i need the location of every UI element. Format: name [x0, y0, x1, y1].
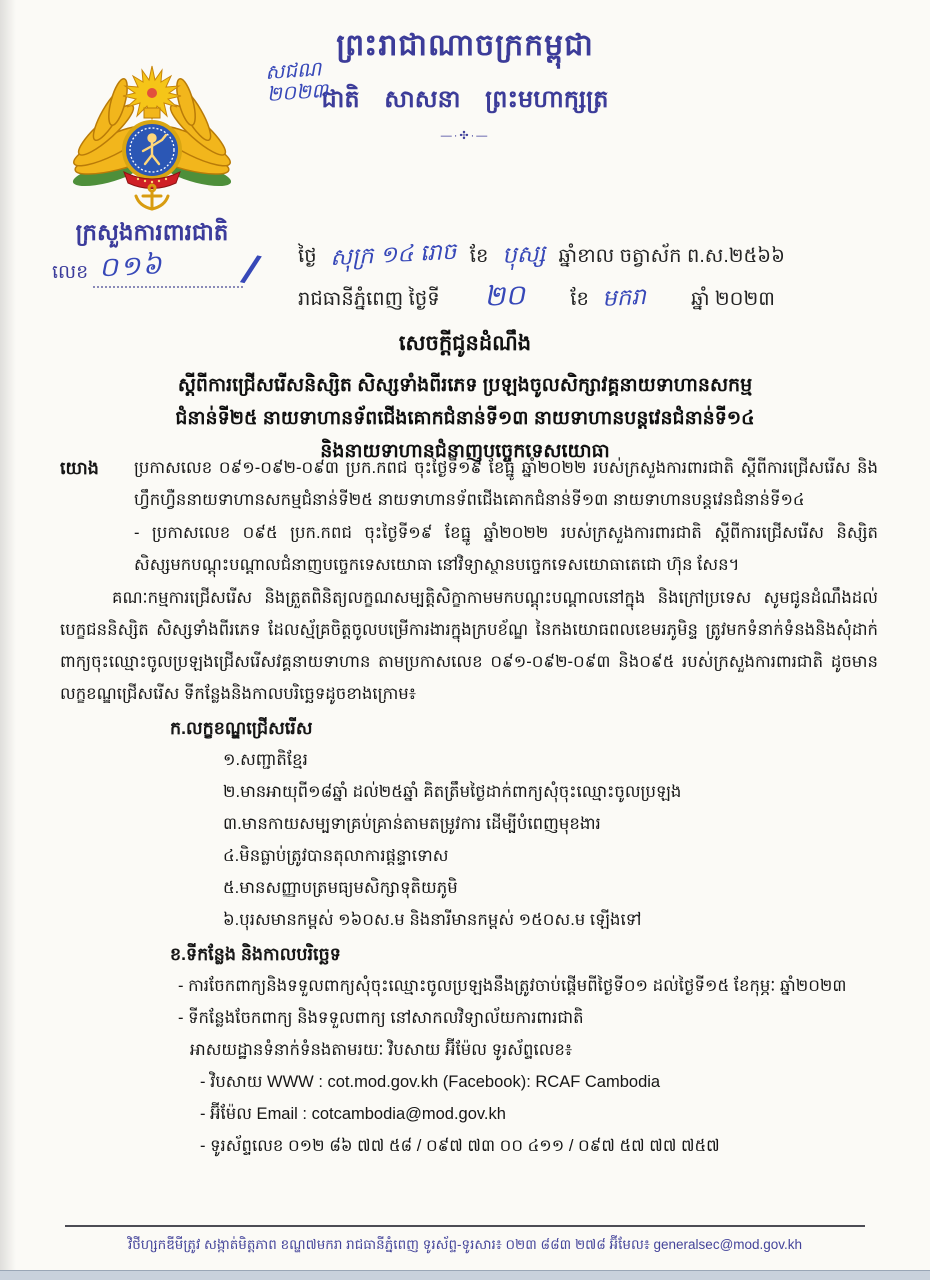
- phone-line: - ទូរស័ព្ទលេខ ០១២ ៨៦ ៧៧ ៥៨ / ០៩៧ ៧៣ ០០ ៤១១ / ០៩៧ ៥៧ ៧៧ ៧៥៧: [200, 1137, 720, 1155]
- handwritten-day: ២០: [483, 278, 527, 313]
- lunar-year-text: ឆ្នាំខាល ចត្វាស័ក ព.ស.២៥៦៦: [558, 245, 785, 267]
- rcaf-emblem-icon: [54, 62, 250, 212]
- civil-year-text: ឆ្នាំ ២០២៣: [690, 288, 775, 310]
- civil-date-line: [298, 276, 883, 319]
- handwritten-month: មករា: [601, 282, 647, 312]
- condition-item-6: ៦.បុរសមានកម្ពស់ ១៦០ស.ម និងនារីមានកម្ពស់ ១៥០ស.ម ឡើងទៅ: [223, 911, 642, 929]
- reference-item-2: - ប្រកាសលេខ ០៩៥ ប្រក.កពជ ចុះថ្ងៃទី១៩ ខែធ្នូ ឆ្នាំ២០២២ របស់ក្រសួងការពារជាតិ ស្តីពីការជ្រើសរើស និស្សិត សិស្សមកបណ្តុះបណ្តាលជំនាញបច្ចេកទេសយោធា នៅវិទ្យាស្ថានបច្ចេកទេសយោធាតេជោ ហ៊ុន សែន។: [134, 524, 878, 574]
- contact-intro: អាសយដ្ឋានទំនាក់ទំនងតាមរយៈ វិបសាយ អ៊ីម៉ែល ទូរស័ព្ទលេខ៖: [190, 1041, 573, 1059]
- document-body: [60, 452, 878, 1162]
- reference-label: យោង: [60, 458, 99, 478]
- schedule-bullet-1: - ការចែកពាក្យនិងទទួលពាក្យសុំចុះឈ្មោះចូលប្រឡងនឹងត្រូវចាប់ផ្តើមពីថ្ងៃទី០១ ដល់ថ្ងៃទី១៥ ខែកុម្ភៈ ឆ្នាំ២០២៣: [178, 977, 847, 995]
- month-label: ខែ: [469, 245, 489, 267]
- number-slash: /: [239, 247, 261, 293]
- lunar-date-line: [298, 234, 883, 276]
- ministry-name: ក្រសួងការពារជាតិ: [75, 219, 229, 245]
- condition-item-2: ២.មានអាយុពី១៨ឆ្នាំ ដល់២៥ឆ្នាំ គិតត្រឹមថ្ងៃដាក់ពាក្យសុំចុះឈ្មោះចូលប្រឡង: [223, 783, 682, 801]
- announcement-title: [0, 330, 930, 468]
- section-a-heading: ក.លក្ខខណ្ឌជ្រើសរើស: [170, 718, 313, 738]
- title-line3: ជំនាន់ទី២៥ នាយទាហានទ័ពជើងគោកជំនាន់ទី១៣ នាយទាហានបន្តវេនជំនាន់ទី១៤: [175, 408, 755, 429]
- month-label-2: ខែ: [570, 288, 589, 310]
- title-line1: សេចក្តីជូនដំណឹង: [398, 332, 532, 355]
- header-ornament: —·✣·—: [440, 130, 490, 142]
- main-paragraph: គណៈកម្មការជ្រើសរើស និងត្រួតពិនិត្យលក្ខណសម្បត្តិសិក្ខាកាមមកបណ្តុះបណ្តាលនៅក្នុង និងក្រៅប្រទេស សូមជូនដំណឹងដល់បេក្ខជននិស្សិត សិស្សទាំងពីរភេទ ដែលស្ម័គ្រចិត្តចូលបម្រើការងារក្នុងក្របខ័ណ្ឌ នៃកងយោធពលខេមរភូមិន្ទ ត្រូវមកទំនាក់ទំនងនិងសុំដាក់ពាក្យចុះឈ្មោះចូលប្រឡងជ្រើសរើសវគ្គនាយទាហាន តាមប្រកាសលេខ ០៩១-០៩២-០៩៣ និង០៩៥ របស់ក្រសួងការពារជាតិ ដូចមានលក្ខខណ្ឌជ្រើសរើស ទីកន្លែងនិងកាលបរិច្ឆេទដូចខាងក្រោម៖: [60, 589, 878, 703]
- number-label: លេខ: [52, 262, 89, 283]
- condition-item-1: ១.សញ្ជាតិខ្មែរ: [223, 751, 308, 769]
- title-line2: ស្តីពីការជ្រើសរើសនិស្សិត សិស្សទាំងពីរភេទ ប្រឡងចូលសិក្សាវគ្គនាយទាហានសកម្ម: [177, 375, 753, 396]
- national-motto: ជាតិ សាសនា ព្រះមហាក្សត្រ: [321, 86, 609, 113]
- number-year: ២០២៣: [266, 79, 329, 107]
- section-b-heading: ខ.ទីកន្លែង និងកាលបរិច្ឆេទ: [170, 944, 341, 964]
- title-line4: និងនាយទាហានជំនាញបច្ចេកទេសយោធា: [320, 441, 610, 462]
- city-date-prefix: រាជធានីភ្នំពេញ ថ្ងៃទី: [298, 288, 440, 310]
- date-prefix: ថ្ងៃ: [298, 245, 317, 267]
- scan-bottom-edge: [0, 1270, 930, 1280]
- schedule-bullet-2: - ទីកន្លែងចែកពាក្យ និងទទួលពាក្យ នៅសាកលវិទ្យាល័យការពារជាតិ: [178, 1009, 584, 1027]
- condition-item-5: ៥.មានសញ្ញាបត្រមធ្យមសិក្សាទុតិយភូមិ: [223, 879, 458, 897]
- date-block: [298, 234, 883, 319]
- kingdom-title: ព្រះរាជាណាចក្រកម្ពុជា: [336, 29, 594, 62]
- footer-address: វិថីហ្សកឌីមីត្រូវ សង្កាត់មិត្តភាព ខណ្ឌ៧មករា រាជធានីភ្នំពេញ ទូរស័ព្ទ-ទូរសារ៖ ០២៣ ៨៨៣ ២៧៨ អ៊ីមែល៖ generalsec@mod.gov.kh: [65, 1225, 865, 1256]
- website-line: - វិបសាយ WWW : cot.mod.gov.kh (Facebook): RCAF Cambodia: [200, 1073, 661, 1091]
- handwritten-lunar-day: សុក្រ ១៤ រោច: [329, 237, 457, 271]
- scan-edge-shadow: [0, 0, 16, 1280]
- number-code-year: [265, 58, 329, 106]
- email-line: - អ៊ីម៉ែល Email : cotcambodia@mod.gov.kh: [200, 1105, 506, 1123]
- condition-item-4: ៤.មិនធ្លាប់ត្រូវបានតុលាការផ្តន្ទាទោស: [223, 847, 449, 865]
- number-dotted-line: [93, 247, 261, 293]
- handwritten-lunar-month: បុស្ស: [501, 239, 546, 269]
- reference-item-1: [60, 452, 878, 516]
- number-handwritten: ០១៦: [98, 249, 165, 283]
- reference-item-1-text: ប្រកាសលេខ ០៩១-០៩២-០៩៣ ប្រក.កពជ ចុះថ្ងៃទី១៩ ខែធ្នូ ឆ្នាំ២០២២ របស់ក្រសួងការពារជាតិ ស្តីពីការជ្រើសរើស និងហ្វឹកហ្វឺននាយទាហានសកម្មជំនាន់ទី២៥ នាយទាហានទ័ពជើងគោកជំនាន់ទី១៣ នាយទាហានបន្តវេនជំនាន់ទី១៤: [134, 459, 878, 509]
- condition-item-3: ៣.មានកាយសម្បទាគ្រប់គ្រាន់តាមតម្រូវការ ដើម្បីបំពេញមុខងារ: [223, 815, 601, 833]
- number-code: សជណ: [264, 58, 323, 85]
